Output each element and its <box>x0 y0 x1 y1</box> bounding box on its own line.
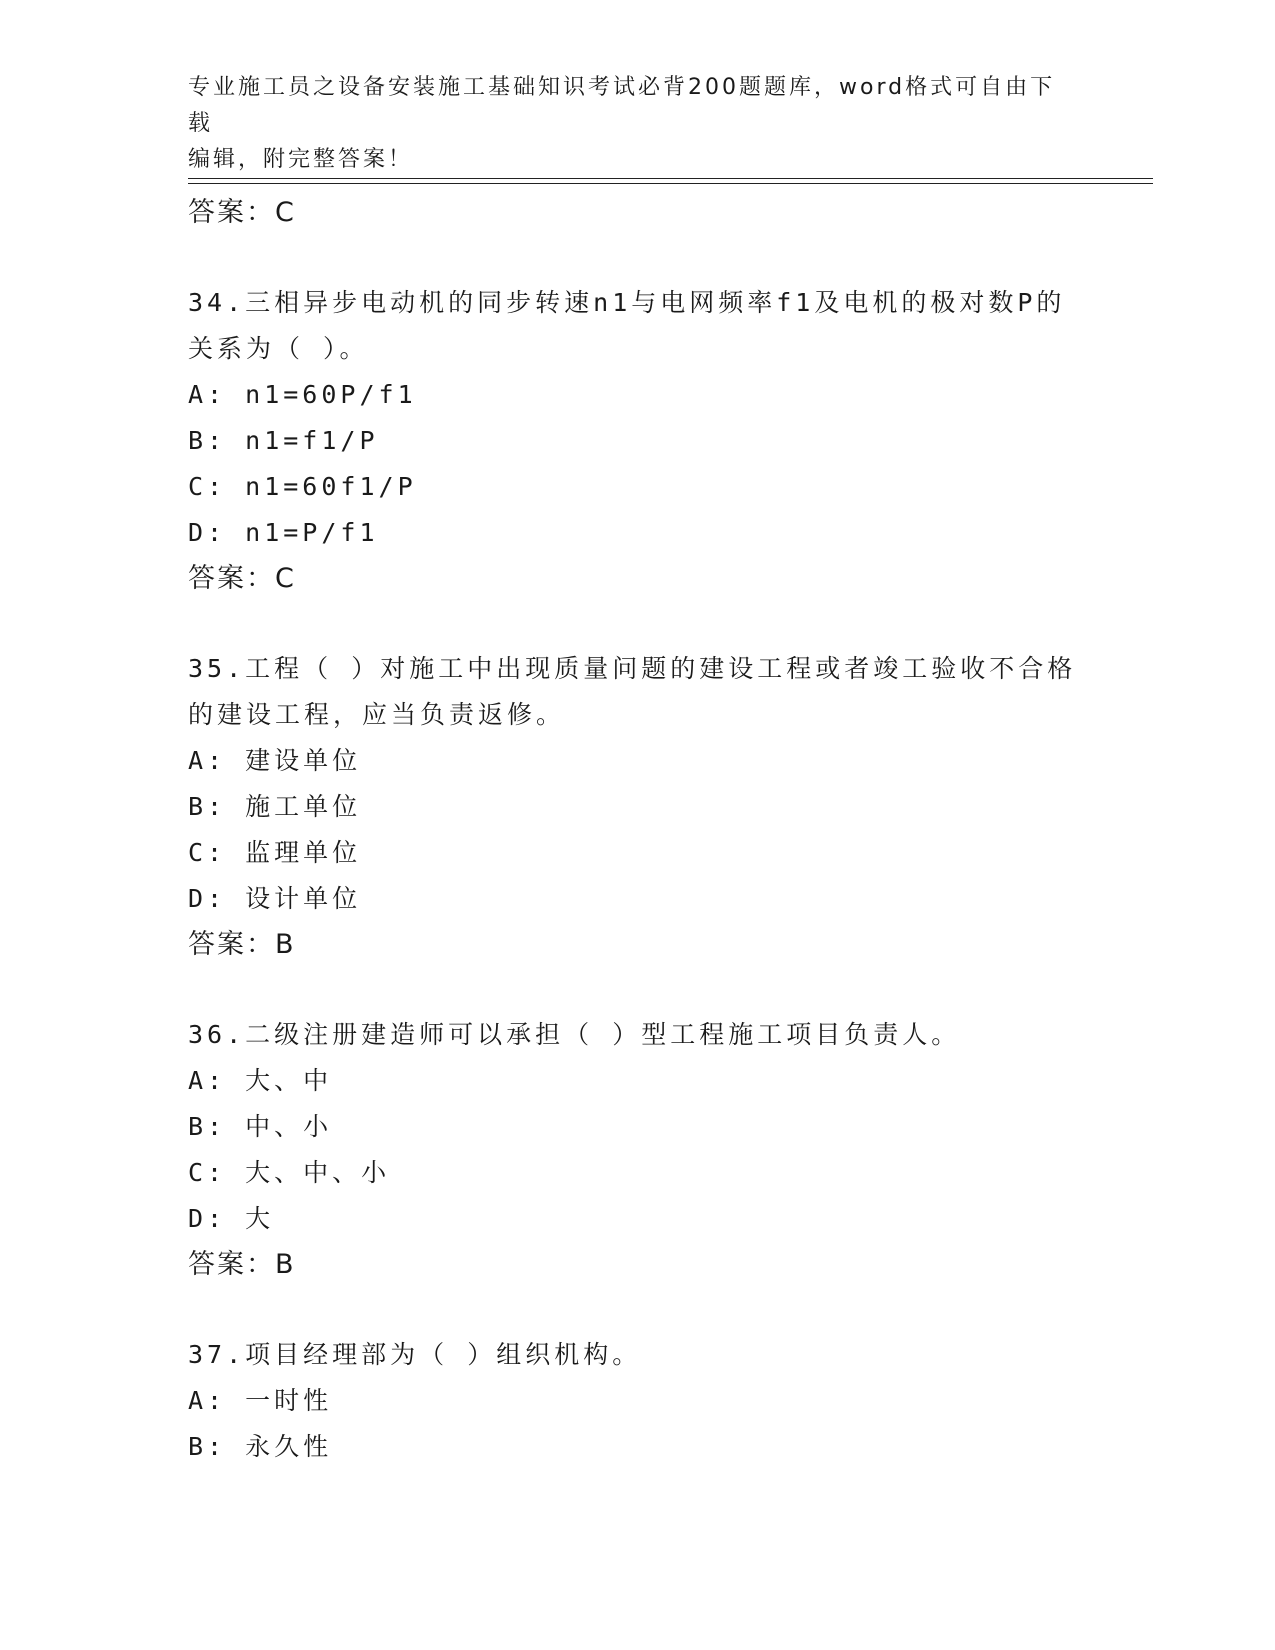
option-a: A: 建设单位 <box>188 746 362 775</box>
spacer <box>188 602 1088 646</box>
option-d: D: 设计单位 <box>188 884 362 913</box>
option-b: B: 永久性 <box>188 1432 333 1461</box>
option-c: C: n1=60f1/P <box>188 472 417 501</box>
spacer <box>188 968 1088 1012</box>
option-a: A: 一时性 <box>188 1386 333 1415</box>
answer-label: 答案：B <box>188 929 296 960</box>
option-b: B: n1=f1/P <box>188 426 379 455</box>
question-block <box>188 280 1088 602</box>
question-block <box>188 1332 1088 1470</box>
question-block <box>188 1012 1088 1288</box>
document-body <box>188 190 1088 1470</box>
header-line-1: 专业施工员之设备安装施工基础知识考试必背200题题库，word格式可自由下载 <box>188 75 1056 136</box>
answer-label: 答案：C <box>188 197 296 228</box>
question-block <box>188 646 1088 968</box>
question-stem: 34.三相异步电动机的同步转速n1与电网频率f1及电机的极对数P的 <box>188 288 1066 317</box>
answer-label: 答案：C <box>188 563 296 594</box>
option-a: A: n1=60P/f1 <box>188 380 417 409</box>
spacer <box>188 236 1088 280</box>
document-header <box>188 70 1068 178</box>
option-d: D: 大 <box>188 1204 275 1233</box>
option-b: B: 中、小 <box>188 1112 333 1141</box>
option-b: B: 施工单位 <box>188 792 362 821</box>
header-line-2: 编辑，附完整答案！ <box>188 147 414 172</box>
option-a: A: 大、中 <box>188 1066 333 1095</box>
header-divider-top <box>188 178 1153 179</box>
question-stem: 37.项目经理部为（ ）组织机构。 <box>188 1340 642 1369</box>
header-divider-bottom <box>188 183 1153 184</box>
question-stem: 36.二级注册建造师可以承担（ ）型工程施工项目负责人。 <box>188 1020 961 1049</box>
option-c: C: 大、中、小 <box>188 1158 391 1187</box>
question-stem: 的建设工程，应当负责返修。 <box>188 700 566 729</box>
question-stem: 关系为（ ）。 <box>188 334 369 363</box>
question-stem: 35.工程（ ）对施工中出现质量问题的建设工程或者竣工验收不合格 <box>188 654 1077 683</box>
option-c: C: 监理单位 <box>188 838 362 867</box>
option-d: D: n1=P/f1 <box>188 518 379 547</box>
answer-label: 答案：B <box>188 1249 296 1280</box>
spacer <box>188 1288 1088 1332</box>
